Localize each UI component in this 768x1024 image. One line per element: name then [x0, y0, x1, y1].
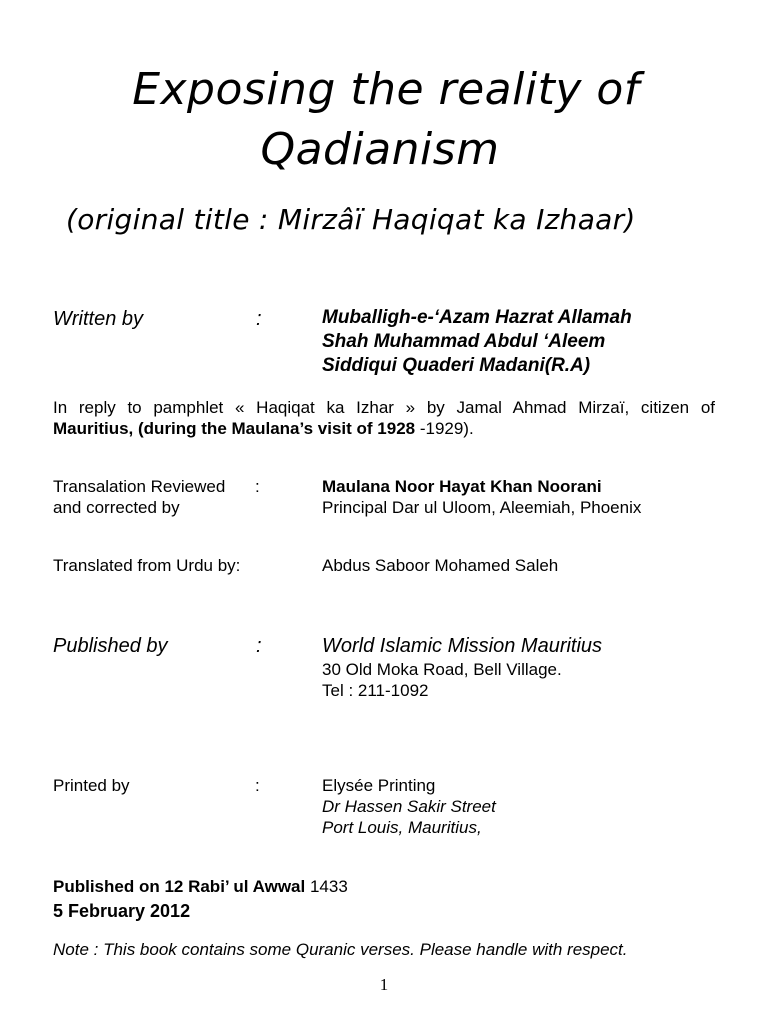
- publisher: [322, 633, 602, 701]
- author-line-3: Siddiqui Quaderi Madani(R.A): [322, 355, 591, 376]
- published-by-label: Published by: [53, 635, 168, 657]
- reply-paragraph: [53, 397, 715, 439]
- published-by-colon: :: [256, 635, 262, 657]
- author-line-2: Shah Muhammad Abdul ‘Aleem: [322, 331, 606, 352]
- printer-name: Elysée Printing: [322, 776, 436, 795]
- reply-line-1: In reply to pamphlet « Haqiqat ka Izhar » by Jamal Ahmad Mirzaï, citizen of: [53, 398, 715, 417]
- translation-reviewed-label-line-1: Transalation Reviewed: [53, 477, 226, 496]
- reviewer: [322, 476, 641, 518]
- respect-note: Note : This book contains some Quranic verses. Please handle with respect.: [53, 940, 628, 959]
- printer-city: Port Louis, Mauritius,: [322, 818, 482, 837]
- reviewer-name: Maulana Noor Hayat Khan Noorani: [322, 477, 602, 496]
- printed-by-colon: :: [255, 776, 260, 795]
- gregorian-publication-date: 5 February 2012: [53, 901, 191, 921]
- publisher-address: 30 Old Moka Road, Bell Village.: [322, 660, 562, 679]
- translated-from-label: Translated from Urdu by:: [53, 556, 241, 575]
- original-title: (original title : Mirzâï Haqiqat ka Izhaar): [66, 203, 636, 236]
- translation-reviewed-label: [53, 476, 225, 518]
- title-line-1: Exposing the reality of: [132, 64, 640, 115]
- title-line-2: Qadianism: [260, 124, 500, 175]
- hijri-publication-date: [53, 876, 348, 897]
- publisher-tel: Tel : 211-1092: [322, 681, 429, 700]
- author-line-1: Muballigh-e-‘Azam Hazrat Allamah: [322, 307, 632, 328]
- hijri-date-label: Published on 12 Rabi’ ul Awwal: [53, 877, 306, 896]
- written-by-label: Written by: [53, 308, 144, 330]
- printer: [322, 775, 496, 838]
- translation-reviewed-colon: :: [255, 477, 260, 496]
- reviewer-detail: Principal Dar ul Uloom, Aleemiah, Phoenix: [322, 498, 642, 517]
- printed-by-label: Printed by: [53, 776, 130, 795]
- reply-line-2-bold: Mauritius, (during the Maulana’s visit of 1928: [53, 419, 416, 438]
- reply-line-2-rest: -1929).: [415, 419, 474, 438]
- hijri-year: 1433: [305, 877, 348, 896]
- reply-line-2: [53, 418, 715, 439]
- printer-street: Dr Hassen Sakir Street: [322, 797, 496, 816]
- translator-name: Abdus Saboor Mohamed Saleh: [322, 556, 559, 575]
- translation-reviewed-label-line-2: and corrected by: [53, 498, 180, 517]
- page-number: 1: [379, 975, 389, 994]
- author-name: [322, 306, 632, 378]
- publisher-name: World Islamic Mission Mauritius: [322, 635, 603, 657]
- written-by-colon: :: [256, 308, 262, 330]
